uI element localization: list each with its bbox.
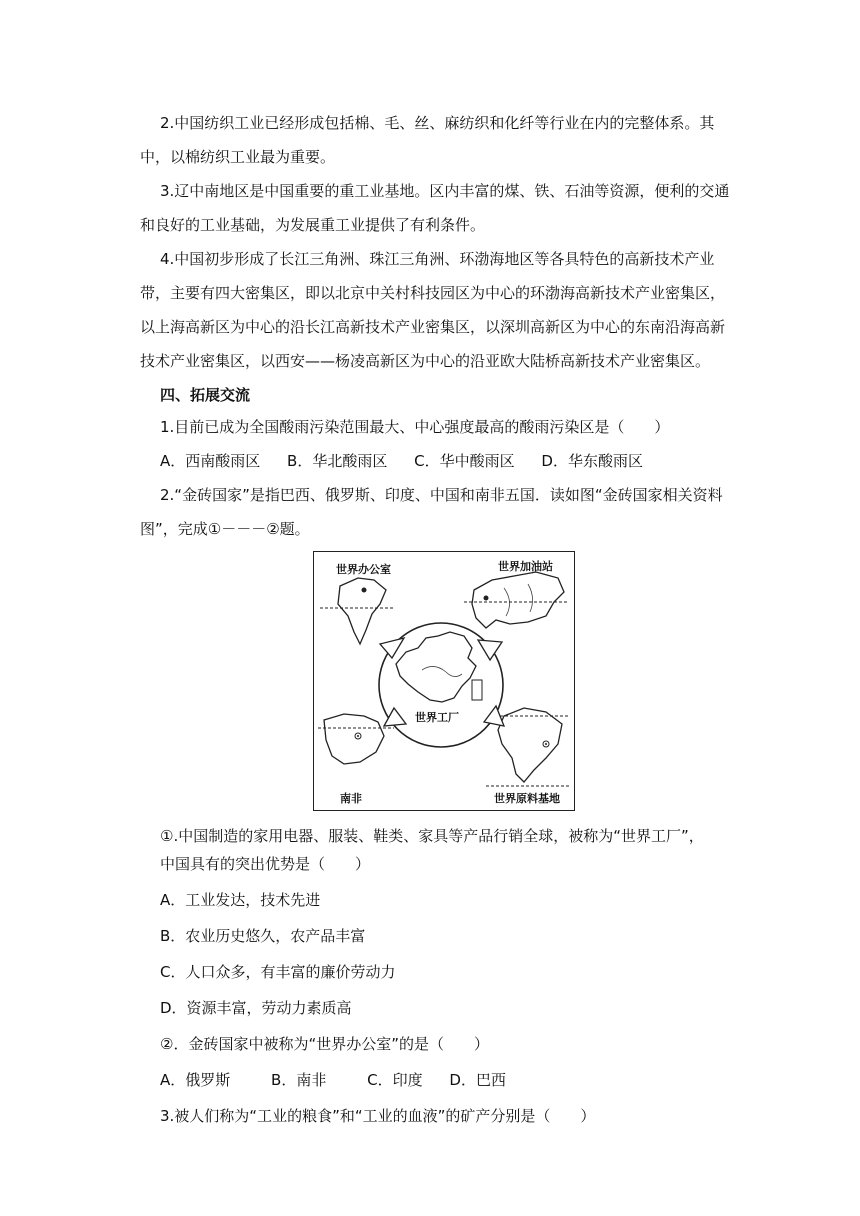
label-russia: 世界加油站	[498, 560, 553, 573]
subquestion-1-option-d: D．资源丰富，劳动力素质高	[160, 999, 352, 1017]
question-2-stem: 2.“金砖国家”是指巴西、俄罗斯、印度、中国和南非五国．读如图“金砖国家相关资料图”，完成①－－－②题。	[140, 486, 723, 538]
label-india: 世界办公室	[336, 563, 391, 576]
brics-figure	[313, 551, 575, 811]
paragraph-liaozhongnan: 3.辽中南地区是中国重要的重工业基地。区内丰富的煤、铁、石油等资源，便利的交通和良好的工业基础，为发展重工业提供了有利条件。	[140, 182, 730, 234]
option-b: B．华北酸雨区	[287, 452, 388, 470]
subquestion-1-option-a: A．工业发达，技术先进	[160, 891, 321, 909]
arrow-india	[380, 638, 404, 658]
subquestion-1-stem-line1: ①.中国制造的家用电器、服装、鞋类、家具等产品行销全球，被称为“世界工厂”，	[160, 827, 704, 845]
south-africa-map	[324, 714, 384, 764]
subquestion-2-stem: ②．金砖国家中被称为“世界办公室”的是（ ）	[160, 1035, 489, 1053]
india-map	[338, 578, 386, 644]
paragraph-hightech: 4.中国初步形成了长江三角洲、珠江三角洲、环渤海地区等各具特色的高新技术产业带，主要有四大密集区，即以北京中关村科技园区为中心的环渤海高新技术产业密集区，以上海高新区为中心的沿长江高新技术产业密集区，以深圳高新区为中心的东南沿海高新技术产业密集区，以西安——杨凌高新区为中心的沿亚欧大陆桥高新技术产业密集区。	[140, 250, 726, 370]
south-china-sea-inset	[472, 680, 482, 700]
brazil-map	[498, 708, 562, 782]
section-heading: 四、拓展交流	[160, 386, 251, 404]
option-c: C．印度	[367, 1071, 423, 1089]
subquestion-1-option-b: B．农业历史悠久，农产品丰富	[160, 927, 366, 945]
option-a: A．俄罗斯	[160, 1071, 231, 1089]
option-c: C．华中酸雨区	[414, 452, 515, 470]
subquestion-2-options	[160, 1063, 528, 1097]
question-3-stem: 3.被人们称为“工业的粮食”和“工业的血液”的矿产分别是（ ）	[160, 1107, 596, 1125]
question-1-options	[160, 444, 665, 478]
option-b: B．南非	[271, 1071, 327, 1089]
option-d: D．巴西	[449, 1071, 506, 1089]
option-d: D．华东酸雨区	[541, 452, 643, 470]
question-1-stem: 1.目前已成为全国酸雨污染范围最大、中心强度最高的酸雨污染区是（ ）	[160, 418, 670, 436]
option-a: A．西南酸雨区	[160, 452, 261, 470]
subquestion-1-option-c: C．人口众多，有丰富的廉价劳动力	[160, 963, 396, 981]
label-china: 世界工厂	[415, 711, 459, 724]
arrow-russia	[478, 640, 502, 660]
brics-map-drawing	[314, 552, 574, 810]
subquestion-1-stem-line2: 中国具有的突出优势是（ ）	[160, 855, 371, 873]
label-south-africa: 南非	[340, 792, 362, 805]
paragraph-textile: 2.中国纺织工业已经形成包括棉、毛、丝、麻纺织和化纤等行业在内的完整体系。其中，以棉纺织工业最为重要。	[140, 114, 715, 166]
label-brazil: 世界原料基地	[494, 792, 560, 805]
